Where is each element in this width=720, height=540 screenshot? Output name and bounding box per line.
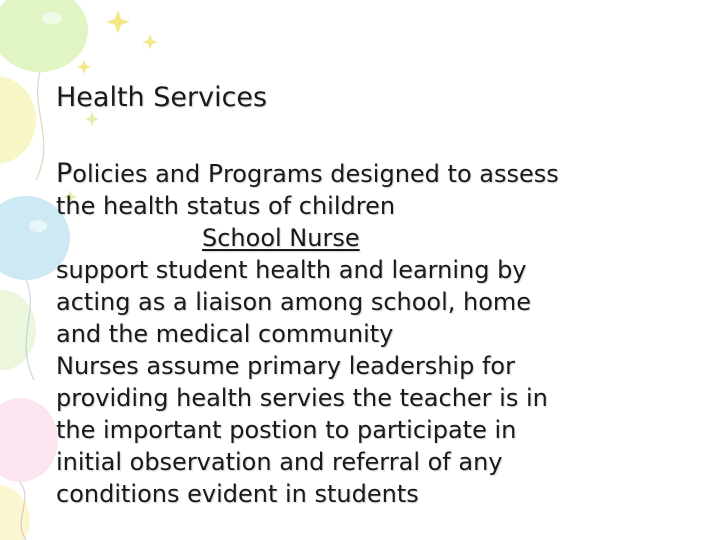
body-line-7: Nurses assume primary leadership for — [56, 352, 515, 380]
school-nurse-heading-line — [56, 222, 696, 254]
body-line-9: the important postion to participate in — [56, 416, 517, 444]
dropcap-p: P — [56, 158, 73, 189]
dropcap-p: P — [207, 159, 223, 188]
body-line-5: acting as a liaison among school, home — [56, 288, 532, 316]
slide-title: Health Services — [56, 82, 268, 113]
balloon-yellow-top — [0, 76, 36, 164]
school-nurse-heading: School Nurse — [202, 224, 360, 252]
balloon-highlight — [29, 220, 47, 232]
balloon-string — [36, 72, 44, 180]
body-line-10: initial observation and referral of any — [56, 448, 503, 476]
body-line-2: the health status of children — [56, 192, 396, 220]
balloon-highlight — [42, 12, 62, 24]
body-line-11: conditions evident in students — [56, 480, 419, 508]
body-line-4: support student health and learning by — [56, 256, 527, 284]
balloon-pink-low — [0, 398, 58, 482]
body-line-8: providing health servies the teacher is in — [56, 384, 548, 412]
body-text: olicies and — [72, 160, 208, 188]
body-line-6: and the medical community — [56, 320, 394, 348]
sparkle-icon — [77, 10, 158, 74]
balloon-green-top — [0, 0, 88, 72]
slide-body — [56, 158, 696, 510]
body-line-1 — [56, 158, 696, 190]
body-text: rograms designed to assess — [222, 160, 559, 188]
balloon-yellow-low — [0, 484, 30, 540]
